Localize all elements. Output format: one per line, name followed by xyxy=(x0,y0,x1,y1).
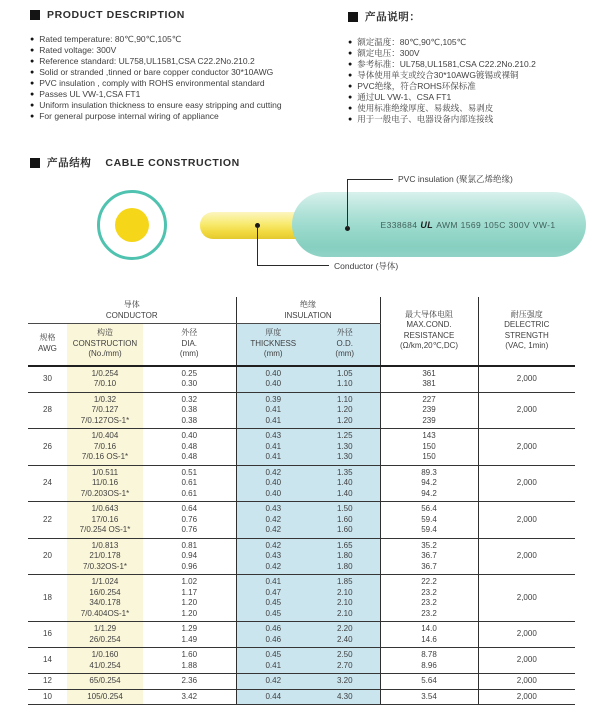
insulation-leader-vline xyxy=(347,179,348,228)
bullet-item xyxy=(348,103,603,114)
dielectric-cell: 2,000 xyxy=(478,674,575,690)
od-cell: 4.30 xyxy=(310,689,380,705)
thickness-cell: 0.41 0.47 0.45 0.45 xyxy=(236,575,310,622)
bullet-item xyxy=(30,111,336,122)
construction-cell: 1/0.160 41/0.254 xyxy=(67,648,143,674)
dia-cell: 0.25 0.30 xyxy=(143,366,236,393)
bullet-item xyxy=(348,48,603,59)
bullet-icon: ● xyxy=(348,94,353,101)
thickness-cell: 0.43 0.41 0.41 xyxy=(236,429,310,466)
bullet-text: Uniform insulation thickness to ensure easy stripping and cutting xyxy=(39,100,282,110)
dielectric-cell: 2,000 xyxy=(478,648,575,674)
conductor-leader-vline xyxy=(257,227,258,266)
black-square-icon xyxy=(30,10,40,20)
od-cell: 1.10 1.20 1.20 xyxy=(310,392,380,429)
construction-cell: 65/0.254 xyxy=(67,674,143,690)
bullet-icon: ● xyxy=(30,91,35,98)
spec-table xyxy=(28,297,575,705)
bullet-text: 通过UL VW-1、CSA FT1 xyxy=(357,92,452,102)
bullet-item xyxy=(348,37,603,48)
resistance-cell: 35.2 36.7 36.7 xyxy=(380,538,478,575)
dia-cell: 1.29 1.49 xyxy=(143,622,236,648)
construction-cell: 1/1.29 26/0.254 xyxy=(67,622,143,648)
awg-cell: 12 xyxy=(28,674,67,690)
bullet-text: Reference standard: UL758,UL1581,CSA C22.2No.210.2 xyxy=(39,56,255,66)
bullet-item xyxy=(348,81,603,92)
bullet-text: 用于一般电子、电器设备内部连接线 xyxy=(357,114,494,124)
cable-marking-e-number: E338684 xyxy=(380,219,418,230)
awg-cell: 24 xyxy=(28,465,67,502)
description-cn-title: 产品说明： xyxy=(365,11,421,23)
bullet-text: 导体使用单支或绞合30*10AWG镀锡或裸铜 xyxy=(357,70,519,80)
bullet-icon: ● xyxy=(348,39,353,46)
awg-cell: 20 xyxy=(28,538,67,575)
dia-cell: 1.60 1.88 xyxy=(143,648,236,674)
resistance-cell: 3.54 xyxy=(380,689,478,705)
bullet-icon: ● xyxy=(30,47,35,54)
spec-row-awg-20 xyxy=(28,538,575,575)
description-english xyxy=(0,9,336,125)
awg-cell: 22 xyxy=(28,502,67,539)
dielectric-cell: 2,000 xyxy=(478,538,575,575)
dielectric-cell: 2,000 xyxy=(478,502,575,539)
dia-cell: 0.51 0.61 0.61 xyxy=(143,465,236,502)
dia-cell: 1.02 1.17 1.20 1.20 xyxy=(143,575,236,622)
construction-cell: 1/0.643 17/0.16 7/0.254 OS-1* xyxy=(67,502,143,539)
bullet-text: 额定电压：300V xyxy=(357,48,420,58)
dia-cell: 2.36 xyxy=(143,674,236,690)
thickness-cell: 0.44 xyxy=(236,689,310,705)
od-cell: 1.35 1.40 1.40 xyxy=(310,465,380,502)
construction-cell: 1/0.813 21/0.178 7/0.32OS-1* xyxy=(67,538,143,575)
bullet-icon: ● xyxy=(30,113,35,120)
thickness-cell: 0.42 xyxy=(236,674,310,690)
spec-row-awg-10 xyxy=(28,689,575,705)
construction-cell: 1/0.511 11/0.16 7/0.203OS-1* xyxy=(67,465,143,502)
bullet-icon: ● xyxy=(348,105,353,112)
bullet-icon: ● xyxy=(30,58,35,65)
bullet-item xyxy=(30,100,336,111)
ul-mark-icon: UL xyxy=(420,219,434,230)
dia-cell: 0.64 0.76 0.76 xyxy=(143,502,236,539)
conductor-label: Conductor (导体) xyxy=(334,261,399,271)
dielectric-cell: 2,000 xyxy=(478,392,575,429)
description-cn-list xyxy=(348,37,603,125)
resistance-cell: 361 381 xyxy=(380,366,478,393)
construction-cell: 1/0.32 7/0.127 7/0.127OS-1* xyxy=(67,392,143,429)
resistance-cell: 8.78 8.96 xyxy=(380,648,478,674)
bullet-item xyxy=(30,78,336,89)
cable-construction-section xyxy=(0,150,603,296)
spec-row-awg-26 xyxy=(28,429,575,466)
bullet-icon: ● xyxy=(348,83,353,90)
cable-marking-rating: AWM 1569 105C 300V VW-1 xyxy=(436,219,556,230)
bullet-item xyxy=(30,45,336,56)
bullet-item xyxy=(348,70,603,81)
bullet-item xyxy=(30,89,336,100)
thickness-cell: 0.39 0.41 0.41 xyxy=(236,392,310,429)
thickness-cell: 0.40 0.40 xyxy=(236,366,310,393)
bullet-icon: ● xyxy=(30,69,35,76)
spec-row-awg-12 xyxy=(28,674,575,690)
spec-row-awg-28 xyxy=(28,392,575,429)
resistance-cell: 89.3 94.2 94.2 xyxy=(380,465,478,502)
dielectric-cell: 2,000 xyxy=(478,622,575,648)
od-col-header: 外径 O.D. (mm) xyxy=(310,324,380,366)
resistance-cell: 143 150 150 xyxy=(380,429,478,466)
dielectric-cell: 2,000 xyxy=(478,575,575,622)
bullet-icon: ● xyxy=(348,116,353,123)
construction-cell: 1/0.404 7/0.16 7/0.16 OS-1* xyxy=(67,429,143,466)
thickness-cell: 0.43 0.42 0.42 xyxy=(236,502,310,539)
dia-cell: 0.32 0.38 0.38 xyxy=(143,392,236,429)
insulation-label: PVC insulation (聚氯乙烯绝缘) xyxy=(398,174,513,184)
bullet-text: 参考标准：UL758,UL1581,CSA C22.2No.210.2 xyxy=(357,59,536,69)
black-square-icon xyxy=(30,158,40,168)
bullet-item xyxy=(348,59,603,70)
description-en-list xyxy=(30,34,336,122)
bullet-icon: ● xyxy=(30,80,35,87)
conductor-cross-section xyxy=(115,208,149,242)
table-group-header-row xyxy=(28,297,575,324)
cable-body xyxy=(292,192,586,257)
thickness-cell: 0.46 0.46 xyxy=(236,622,310,648)
dielectric-cell: 2,000 xyxy=(478,465,575,502)
dia-cell: 3.42 xyxy=(143,689,236,705)
description-chinese xyxy=(336,9,603,125)
bullet-text: 额定温度：80℃,90℃,105℃ xyxy=(357,37,467,47)
insulation-leader-hline xyxy=(347,179,393,180)
bullet-item xyxy=(30,67,336,78)
awg-cell: 26 xyxy=(28,429,67,466)
description-cn-header xyxy=(348,9,603,24)
bullet-icon: ● xyxy=(348,72,353,79)
construction-cell: 1/0.254 7/0.10 xyxy=(67,366,143,393)
spec-row-awg-18 xyxy=(28,575,575,622)
bullet-item xyxy=(30,56,336,67)
dia-cell: 0.81 0.94 0.96 xyxy=(143,538,236,575)
conductor-group-header: 导体 CONDUCTOR xyxy=(28,297,236,324)
bullet-item xyxy=(348,114,603,125)
bullet-text: Rated temperature: 80℃,90℃,105℃ xyxy=(39,34,182,44)
awg-header: 规格 AWG xyxy=(28,324,67,366)
od-cell: 1.05 1.10 xyxy=(310,366,380,393)
bullet-text: 使用标准绝缘厚度、易裁线、易剥皮 xyxy=(357,103,494,113)
dielectric-cell: 2,000 xyxy=(478,689,575,705)
dia-cell: 0.40 0.48 0.48 xyxy=(143,429,236,466)
black-square-icon xyxy=(348,12,358,22)
description-section xyxy=(0,0,603,125)
od-cell: 2.20 2.40 xyxy=(310,622,380,648)
construction-title-cn: 产品结构 xyxy=(47,157,92,169)
bullet-text: Rated voltage: 300V xyxy=(39,45,117,55)
construction-title xyxy=(47,155,240,170)
bullet-item xyxy=(348,92,603,103)
awg-cell: 30 xyxy=(28,366,67,393)
spec-row-awg-22 xyxy=(28,502,575,539)
resistance-cell: 227 239 239 xyxy=(380,392,478,429)
dielectric-header: 耐压强度 DELECTRIC STRENGTH (VAC, 1min) xyxy=(478,297,575,366)
bullet-text: PVC insulation , comply with ROHS environmental standard xyxy=(39,78,265,88)
description-en-header xyxy=(30,9,336,21)
resistance-cell: 5.64 xyxy=(380,674,478,690)
bullet-icon: ● xyxy=(30,36,35,43)
bullet-text: Solid or stranded ,tinned or bare copper conductor 30*10AWG xyxy=(39,67,274,77)
spec-row-awg-14 xyxy=(28,648,575,674)
bullet-icon: ● xyxy=(348,50,353,57)
resistance-cell: 56.4 59.4 59.4 xyxy=(380,502,478,539)
bullet-text: Passes UL VW-1,CSA FT1 xyxy=(39,89,141,99)
bullet-text: PVC绝缘，符合ROHS环保标准 xyxy=(357,81,476,91)
dia-col-header: 外径 DIA. (mm) xyxy=(143,324,236,366)
awg-cell: 28 xyxy=(28,392,67,429)
bullet-icon: ● xyxy=(30,102,35,109)
dielectric-cell: 2,000 xyxy=(478,366,575,393)
bullet-icon: ● xyxy=(348,61,353,68)
description-en-title: PRODUCT DESCRIPTION xyxy=(47,9,185,21)
awg-cell: 14 xyxy=(28,648,67,674)
bullet-item xyxy=(30,34,336,45)
spec-table-body xyxy=(28,366,575,705)
od-cell: 1.65 1.80 1.80 xyxy=(310,538,380,575)
resistance-cell: 22.2 23.2 23.2 23.2 xyxy=(380,575,478,622)
insulation-group-header: 绝缘 INSULATION xyxy=(236,297,380,324)
spec-row-awg-16 xyxy=(28,622,575,648)
od-cell: 2.50 2.70 xyxy=(310,648,380,674)
construction-cell: 1/1.024 16/0.254 34/0.178 7/0.404OS-1* xyxy=(67,575,143,622)
od-cell: 3.20 xyxy=(310,674,380,690)
conductor-leader-hline xyxy=(257,265,329,266)
bullet-text: For general purpose internal wiring of appliance xyxy=(39,111,219,121)
construction-title-en: CABLE CONSTRUCTION xyxy=(105,157,240,169)
thickness-cell: 0.42 0.43 0.42 xyxy=(236,538,310,575)
awg-cell: 16 xyxy=(28,622,67,648)
cable-marking-text xyxy=(323,220,556,230)
thickness-col-header: 厚度 THICKNESS (mm) xyxy=(236,324,310,366)
construction-cell: 105/0.254 xyxy=(67,689,143,705)
thickness-cell: 0.45 0.41 xyxy=(236,648,310,674)
resistance-cell: 14.0 14.6 xyxy=(380,622,478,648)
thickness-cell: 0.42 0.40 0.40 xyxy=(236,465,310,502)
spec-row-awg-24 xyxy=(28,465,575,502)
od-cell: 1.50 1.60 1.60 xyxy=(310,502,380,539)
construction-header xyxy=(30,155,240,170)
spec-row-awg-30 xyxy=(28,366,575,393)
resistance-header: 最大导体电阻 MAX.COND. RESISTANCE (Ω/km,20℃,DC) xyxy=(380,297,478,366)
construction-col-header: 构造 CONSTRUCTION (No./mm) xyxy=(67,324,143,366)
cable-cross-section xyxy=(97,190,167,260)
od-cell: 1.85 2.10 2.10 2.10 xyxy=(310,575,380,622)
awg-cell: 18 xyxy=(28,575,67,622)
od-cell: 1.25 1.30 1.30 xyxy=(310,429,380,466)
dielectric-cell: 2,000 xyxy=(478,429,575,466)
awg-cell: 10 xyxy=(28,689,67,705)
